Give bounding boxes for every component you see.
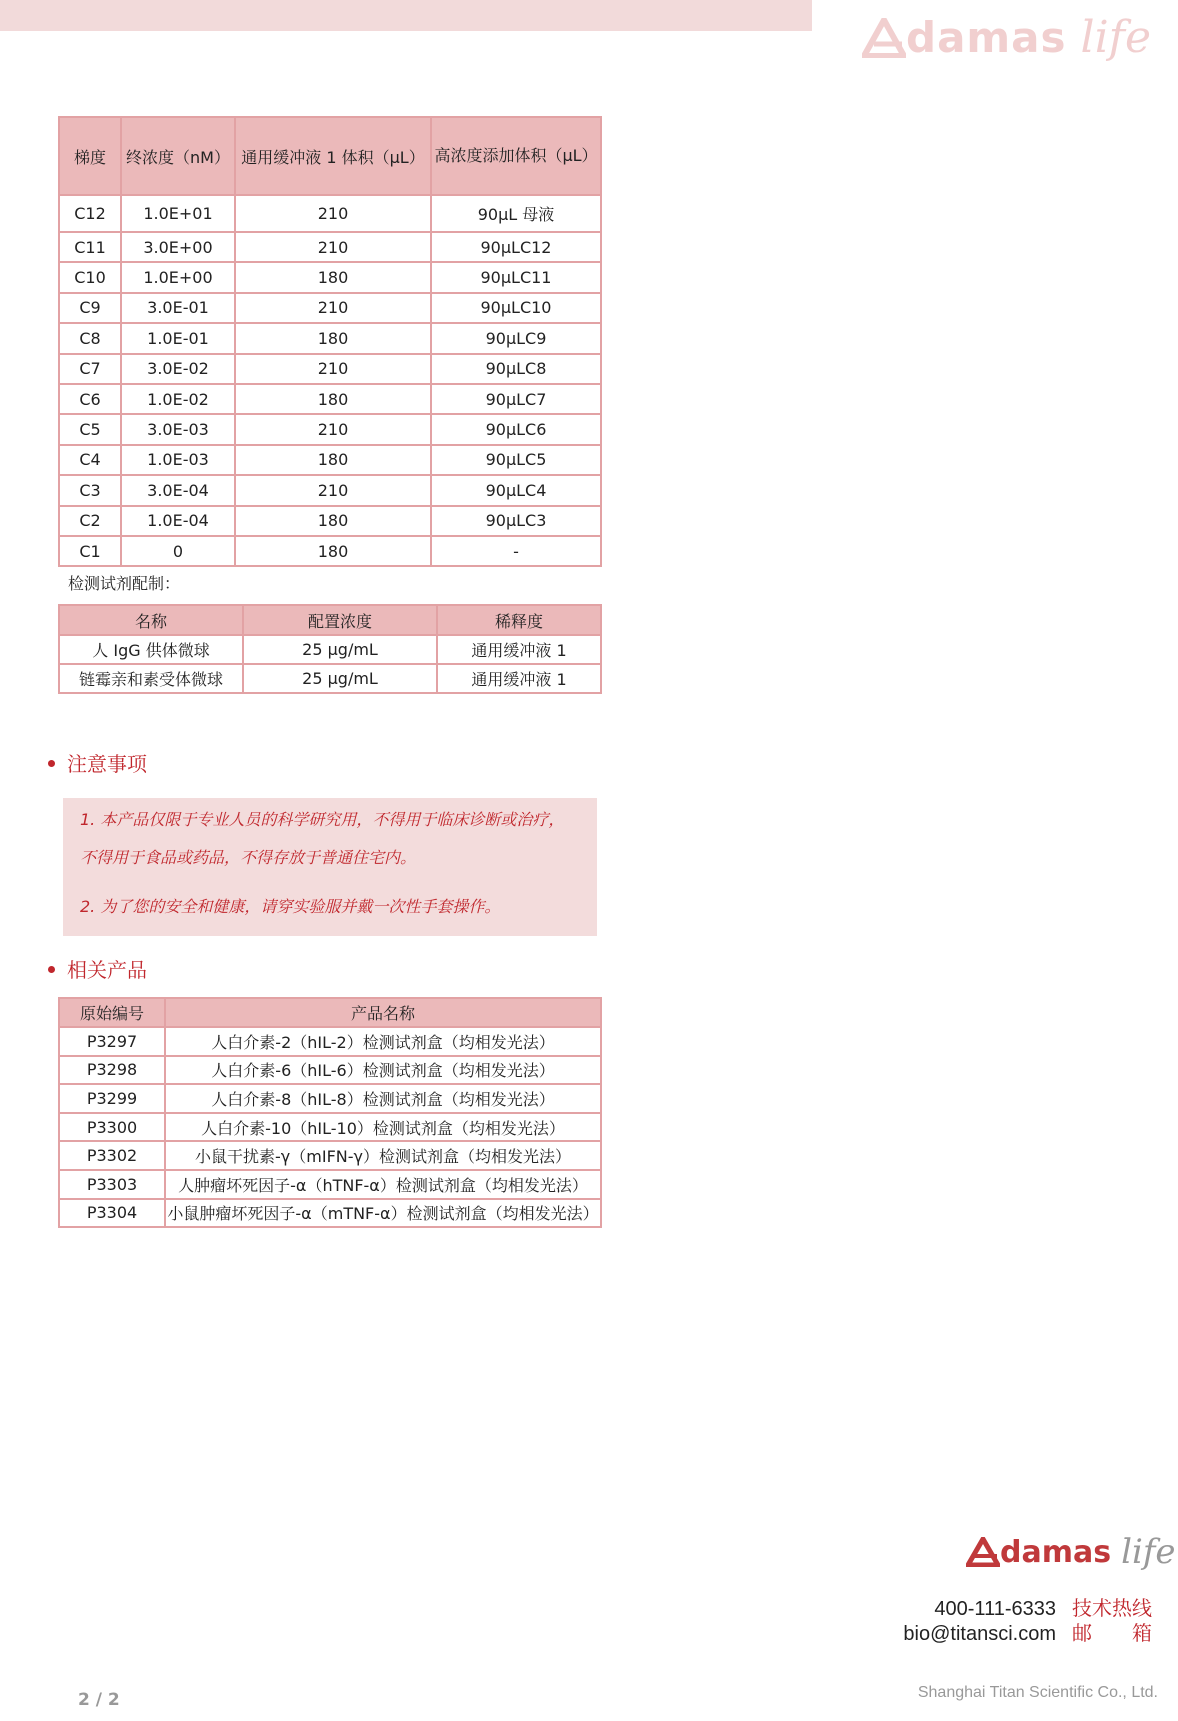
cell: C11	[59, 232, 121, 262]
notice-line: 1. 本产品仅限于专业人员的科学研究用，不得用于临床诊断或治疗，	[80, 810, 565, 829]
adamas-a-icon	[966, 1537, 1000, 1567]
gradient-table	[58, 116, 602, 567]
cell: C6	[59, 384, 121, 414]
related-title	[48, 954, 147, 983]
table-row	[59, 354, 601, 384]
cell: C9	[59, 293, 121, 323]
cell: 180	[235, 506, 431, 536]
col-header: 梯度	[59, 117, 121, 195]
cell: C5	[59, 414, 121, 444]
col-header: 原始编号	[59, 998, 165, 1027]
brand-logo-top	[862, 12, 1151, 63]
col-header: 名称	[59, 605, 243, 635]
cell: 90μLC9	[431, 323, 601, 353]
cell: 180	[235, 262, 431, 292]
cell: C3	[59, 475, 121, 505]
cell: 通用缓冲液 1	[437, 664, 601, 693]
table-row	[59, 1170, 601, 1199]
cell: 90μLC10	[431, 293, 601, 323]
cell: C8	[59, 323, 121, 353]
cell: 25 μg/mL	[243, 635, 437, 664]
table-row	[59, 384, 601, 414]
cell: 1.0E-03	[121, 445, 235, 475]
cell: C2	[59, 506, 121, 536]
cell: 90μL 母液	[431, 195, 601, 232]
cell: 90μLC5	[431, 445, 601, 475]
cell: 210	[235, 414, 431, 444]
cell: 1.0E+00	[121, 262, 235, 292]
cell: 90μLC4	[431, 475, 601, 505]
table-row	[59, 232, 601, 262]
bullet-icon	[48, 966, 55, 973]
cell: 3.0E-03	[121, 414, 235, 444]
cell: C7	[59, 354, 121, 384]
table-row	[59, 664, 601, 693]
cell: 3.0E-02	[121, 354, 235, 384]
cell: 3.0E-01	[121, 293, 235, 323]
col-header: 产品名称	[165, 998, 601, 1027]
col-header: 高浓度添加体积（μL）	[431, 117, 601, 195]
cell: 210	[235, 232, 431, 262]
related-title-text: 相关产品	[67, 958, 147, 982]
table-row	[59, 1199, 601, 1228]
brand-word: damas	[1000, 1534, 1112, 1570]
cell: 180	[235, 384, 431, 414]
cell: C4	[59, 445, 121, 475]
cell: P3298	[59, 1056, 165, 1085]
cell: P3299	[59, 1084, 165, 1113]
cell: 180	[235, 323, 431, 353]
table-row	[59, 1141, 601, 1170]
cell: P3297	[59, 1027, 165, 1056]
cell: 人白介素-8（hIL-8）检测试剂盒（均相发光法）	[165, 1084, 601, 1113]
table-row	[59, 536, 601, 566]
col-header: 稀释度	[437, 605, 601, 635]
cell: 90μLC12	[431, 232, 601, 262]
cell: -	[431, 536, 601, 566]
reagent-label: 检测试剂配制：	[68, 574, 181, 593]
header-band	[0, 0, 812, 31]
cell: 210	[235, 195, 431, 232]
hotline-label: 技术热线	[1072, 1596, 1152, 1620]
cell: 210	[235, 293, 431, 323]
cell: 3.0E-04	[121, 475, 235, 505]
cell: 人 IgG 供体微球	[59, 635, 243, 664]
cell: P3304	[59, 1199, 165, 1228]
cell: 人白介素-10（hIL-10）检测试剂盒（均相发光法）	[165, 1113, 601, 1142]
table-row	[59, 323, 601, 353]
notice-title	[48, 748, 147, 777]
table-row	[59, 506, 601, 536]
cell: 0	[121, 536, 235, 566]
notice-title-text: 注意事项	[67, 752, 147, 776]
table-row	[59, 1056, 601, 1085]
cell: 90μLC8	[431, 354, 601, 384]
adamas-a-icon	[862, 18, 906, 58]
cell: 90μLC6	[431, 414, 601, 444]
cell: P3302	[59, 1141, 165, 1170]
cell: 人肿瘤坏死因子-α（hTNF-α）检测试剂盒（均相发光法）	[165, 1170, 601, 1199]
cell: 210	[235, 354, 431, 384]
cell: 1.0E-02	[121, 384, 235, 414]
cell: 25 μg/mL	[243, 664, 437, 693]
notice-box	[63, 798, 597, 936]
cell: 人白介素-6（hIL-6）检测试剂盒（均相发光法）	[165, 1056, 601, 1085]
col-header: 终浓度（nM）	[121, 117, 235, 195]
reagent-table	[58, 604, 602, 694]
cell: C1	[59, 536, 121, 566]
col-header: 通用缓冲液 1 体积（μL）	[235, 117, 431, 195]
email-address[interactable]: bio@titansci.com	[903, 1623, 1056, 1645]
cell: C12	[59, 195, 121, 232]
cell: 1.0E-04	[121, 506, 235, 536]
cell: 3.0E+00	[121, 232, 235, 262]
cell: 180	[235, 536, 431, 566]
table-row	[59, 445, 601, 475]
company-name: Shanghai Titan Scientific Co., Ltd.	[917, 1684, 1158, 1701]
table-row	[59, 475, 601, 505]
cell: P3300	[59, 1113, 165, 1142]
cell: 通用缓冲液 1	[437, 635, 601, 664]
brand-logo-bottom	[966, 1532, 1176, 1572]
cell: 210	[235, 475, 431, 505]
cell: 小鼠干扰素-γ（mIFN-γ）检测试剂盒（均相发光法）	[165, 1141, 601, 1170]
cell: C10	[59, 262, 121, 292]
brand-script: life	[1121, 1532, 1176, 1572]
brand-script: life	[1080, 12, 1151, 63]
cell: 90μLC11	[431, 262, 601, 292]
hotline-number[interactable]: 400-111-6333	[934, 1598, 1056, 1620]
cell: 90μLC3	[431, 506, 601, 536]
col-header: 配置浓度	[243, 605, 437, 635]
notice-line: 不得用于食品或药品，不得存放于普通住宅内。	[80, 848, 417, 867]
related-products-table	[58, 997, 602, 1228]
cell: 90μLC7	[431, 384, 601, 414]
cell: 1.0E+01	[121, 195, 235, 232]
cell: 1.0E-01	[121, 323, 235, 353]
page-number: 2 / 2	[78, 1690, 120, 1710]
table-row	[59, 293, 601, 323]
table-row	[59, 1027, 601, 1056]
brand-word: damas	[906, 13, 1067, 62]
notice-line: 2. 为了您的安全和健康，请穿实验服并戴一次性手套操作。	[80, 897, 501, 916]
table-row	[59, 414, 601, 444]
table-row	[59, 635, 601, 664]
cell: 链霉亲和素受体微球	[59, 664, 243, 693]
cell: 小鼠肿瘤坏死因子-α（mTNF-α）检测试剂盒（均相发光法）	[165, 1199, 601, 1228]
table-row	[59, 262, 601, 292]
table-row	[59, 1084, 601, 1113]
table-row	[59, 1113, 601, 1142]
bullet-icon	[48, 760, 55, 767]
cell: 180	[235, 445, 431, 475]
email	[903, 1617, 1152, 1646]
email-label: 邮 箱	[1072, 1621, 1152, 1645]
table-row	[59, 195, 601, 232]
cell: 人白介素-2（hIL-2）检测试剂盒（均相发光法）	[165, 1027, 601, 1056]
cell: P3303	[59, 1170, 165, 1199]
